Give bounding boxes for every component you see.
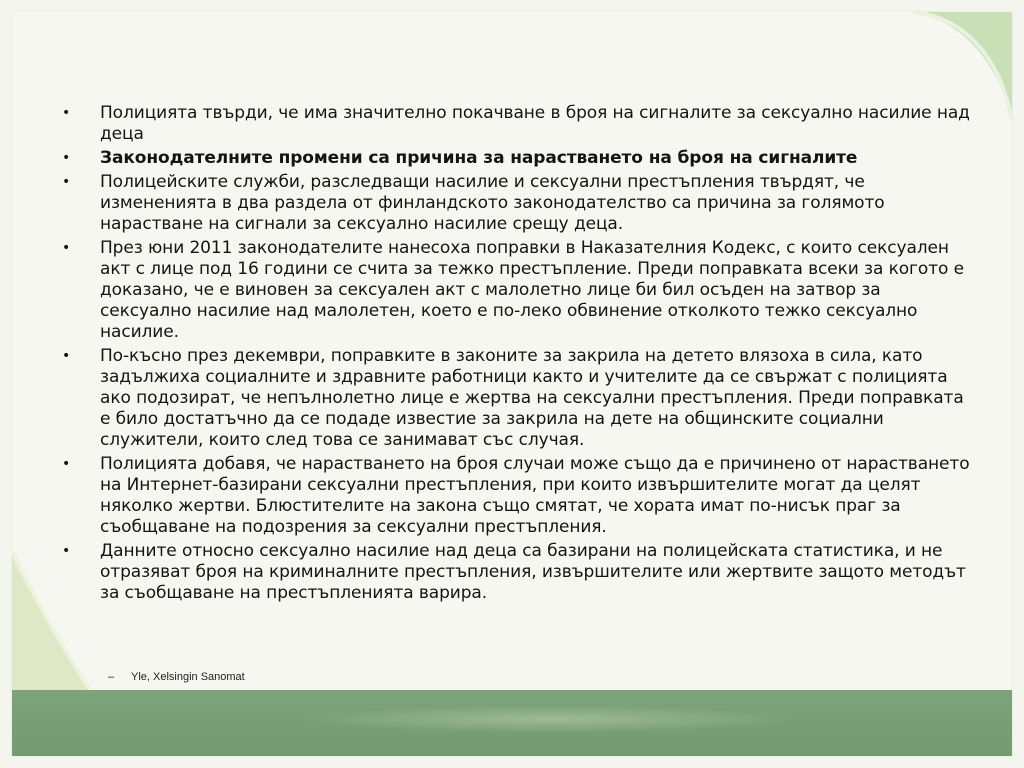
source-dash: – [108, 671, 115, 683]
bullet-icon: • [62, 240, 71, 256]
bullet-icon: • [62, 348, 71, 364]
bullet-icon: • [62, 150, 71, 166]
bullet-icon: • [62, 543, 71, 559]
bullet-icon: • [62, 105, 71, 121]
bullet-text: Законодателните промени са причина за нарастването на броя на сигналите [100, 148, 858, 168]
bullet-text: Полицията добавя, че нарастването на броя случаи може също да е причинено от нарастването на Интернет-базирани сексуални престъпления, при които извършителите могат да целят няколко жертви. Блюстителите на закона също смятат, че хората имат по-нисък праг за съобщаване на подозрения за сексуални престъпления. [100, 454, 970, 537]
source-text: Yle, Xelsingin Sanomat [130, 671, 245, 683]
bullet-text: Полицията твърди, че има значително покачване в броя на сигналите за сексуално насилие над деца [100, 103, 970, 144]
source-citation [108, 671, 245, 683]
bullet-item [62, 238, 972, 343]
bullet-item [62, 103, 972, 145]
bullet-list [62, 103, 972, 604]
bullet-text: Полицейските служби, разследващи насилие и сексуални престъпления твърдят, че изменeнията в два раздела от финландското законодателство са причина за голямото нарастване на сигнали за сексуално насилие срещу деца. [100, 172, 885, 234]
bullet-text: Данните относно сексуално насилие над деца са базирани на полицейската статистика, и не отразяват броя на криминалните престъпления, извършителите или жертвите защото методът за съобщаване на престъпленията варира. [100, 541, 966, 603]
bullet-item [62, 148, 972, 169]
slide-content [62, 103, 972, 607]
bullet-item [62, 541, 972, 604]
bullet-item [62, 454, 972, 538]
bullet-text: По-късно през декември, поправките в законите за закрила на детето влязоха в сила, като задължиха социалните и здравните работници както и учителите да се свържат с полицията ако подозират, че непълнолетно лице е жертва на сексуални престъпления. Преди поправката е било достатъчно да се подаде известие за закрила на дете на общинските социални служители, които след това се занимават със случая. [100, 346, 964, 450]
bullet-icon: • [62, 456, 71, 472]
bullet-text: През юни 2011 законодателите нанесоха поправки в Наказателния Кодекс, с които сексуален акт с лице под 16 години се счита за тежко престъпление. Преди поправката всеки за когото е доказано, че е виновен за сексуален акт с малолетно лице би бил осъден на затвор за сексуално насилие над малолетен, което е по-леко обвинение отколкото тежко сексуално насилие. [100, 238, 964, 342]
footer-glow [300, 705, 800, 733]
bullet-item [62, 346, 972, 451]
bullet-icon: • [62, 174, 71, 190]
bullet-item [62, 172, 972, 235]
